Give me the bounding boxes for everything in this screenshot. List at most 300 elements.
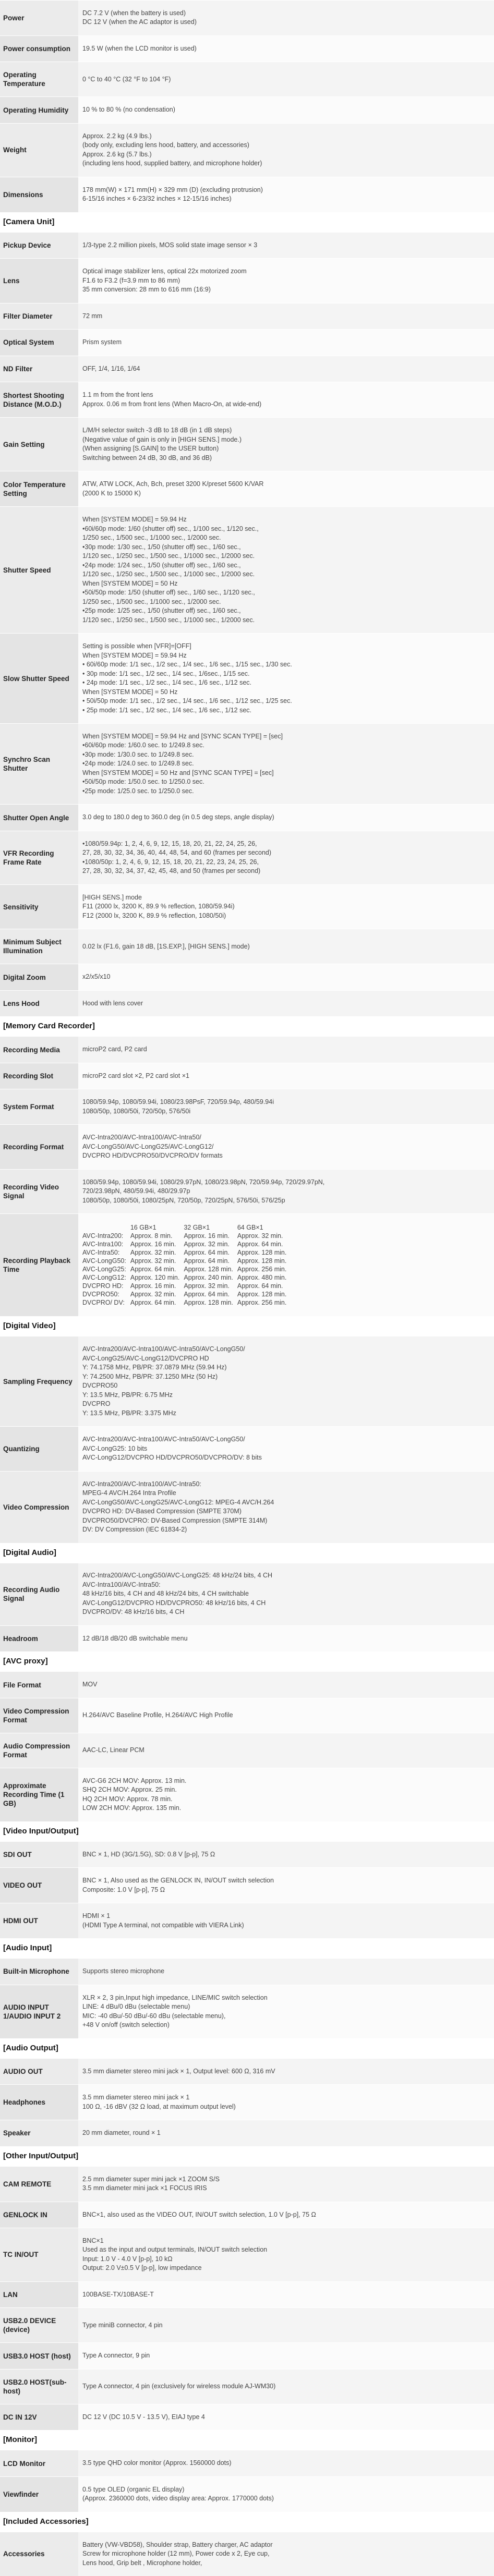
spec-value (78, 1336, 494, 1426)
spec-value-text: x2/x5/x10 (82, 973, 111, 981)
table-cell: AVC-Intra50: (82, 1249, 120, 1257)
spec-label: Power (0, 1, 78, 35)
spec-value (78, 805, 494, 830)
spec-label: Weight (0, 124, 78, 177)
spec-value (78, 418, 494, 471)
spec-section (0, 1316, 494, 1542)
spec-value-text: Approx. 2.2 kg (4.9 lbs.) (body only, excluding lens hood, battery, and accessories) Approx. 2.6 kg (5.7 lbs.) (including lens hood, supplied battery, and microphone holder) (82, 132, 262, 167)
spec-value-text: Setting is possible when [VFR]=[OFF] When [SYSTEM MODE] = 59.94 Hz • 60i/60p mode: 1/1 sec., 1/2 sec., 1/4 sec., 1/6 sec., 1/15 sec., 1/30 sec. • 30p mode: 1/1 sec., 1/2 sec., 1/4 sec., 1/6sec., 1/15 sec. • 24p mode: 1/1 sec., 1/2 sec., 1/4 sec., 1/6 sec., 1/12 sec. When [SYSTEM MODE] = 50 Hz • 50i/50p mode: 1/1 sec., 1/2 sec., 1/4 sec., 1/6 sec., 1/12 sec., 1/25 sec. • 25p mode: 1/1 sec., 1/2 sec., 1/4 sec., 1/6 sec., 1/12 sec. (82, 642, 292, 714)
table-row (82, 1265, 291, 1273)
spec-row (0, 35, 494, 62)
spec-value-text: 3.5 mm diameter stereo mini jack × 1, Output level: 600 Ω, 316 mV (82, 2067, 275, 2075)
spec-value-text: [HIGH SENS.] mode F11 (2000 lx, 3200 K, 89.9 % reflection, 1080/59.94i) F12 (2000 lx, 3200 K, 89.9 % reflection, 1080/50i) (82, 893, 235, 919)
spec-row (0, 1625, 494, 1651)
spec-label: Recording Slot (0, 1063, 78, 1089)
spec-value (78, 303, 494, 329)
table-cell: Approx. 128 min. (237, 1249, 287, 1257)
spec-value-text: When [SYSTEM MODE] = 59.94 Hz and [SYNC SCAN TYPE] = [sec] •60i/60p mode: 1/60.0 sec. to 1/249.8 sec. •30p mode: 1/30.0 sec. to 1/249.8 sec. •24p mode: 1/24.0 sec. to 1/249.8 sec. When [SYSTEM MODE] = 50 Hz and [SYNC SCAN TYPE] = [sec] •50i/50p mode: 1/50.0 sec. to 1/250.0 sec. •25p mode: 1/25.0 sec. to 1/250.0 sec. (82, 732, 283, 795)
spec-row (0, 258, 494, 302)
spec-value (78, 177, 494, 212)
spec-value (78, 885, 494, 929)
table-cell: Approx. 32 min. (130, 1249, 176, 1257)
spec-value (78, 1063, 494, 1089)
spec-label: Shutter Speed (0, 507, 78, 633)
spec-value-text: XLR × 2, 3 pin,Input high impedance, LINE/MIC switch selection LINE: 4 dBu/0 dBu (selectable menu) MIC: -40 dBu/-50 dBu/-60 dBu (selectable menu), +48 V on/off (switch selection) (82, 1994, 268, 2029)
spec-value-text: 1/3-type 2.2 million pixels, MOS solid state image sensor × 3 (82, 241, 258, 249)
spec-section (0, 0, 494, 212)
spec-value (78, 471, 494, 506)
spec-value (78, 62, 494, 96)
table-cell: Approx. 64 min. (184, 1257, 230, 1265)
spec-row (0, 2532, 494, 2576)
spec-label: VFR Recording Frame Rate (0, 831, 78, 884)
spec-row (0, 2166, 494, 2202)
spec-section (0, 2512, 494, 2576)
spec-value (78, 1903, 494, 1938)
spec-value-text: AVC-Intra200/AVC-Intra100/AVC-Intra50/AVC-LongG50/ AVC-LongG25: 10 bits AVC-LongG12/DVCPRO HD/DVCPRO50/DVCPRO/DV: 8 bits (82, 1436, 262, 1462)
spec-value (78, 2477, 494, 2512)
spec-value-text: BNC×1 Used as the input and output terminals, IN/OUT switch selection Input: 1.0 V - 4.0 V [p-p], 10 kΩ Output: 2.0 V±0.5 V [p-p], low impedance (82, 2237, 268, 2272)
table-row (82, 1232, 291, 1240)
table-row (82, 1273, 291, 1282)
spec-row (0, 2404, 494, 2430)
table-row (82, 1257, 291, 1265)
spec-value-text: 178 mm(W) × 171 mm(H) × 329 mm (D) (excluding protrusion) 6-15/16 inches × 6-23/32 inches × 12-15/16 inches) (82, 186, 263, 203)
spec-row (0, 1698, 494, 1733)
spec-section (0, 2430, 494, 2511)
table-row (82, 1240, 291, 1248)
table-cell: Approx. 128 min. (184, 1299, 233, 1307)
spec-row (0, 62, 494, 96)
spec-value-text: •1080/59.94p: 1, 2, 4, 6, 9, 12, 15, 18, 20, 21, 22, 24, 25, 26, 27, 28, 30, 32, 34, 36, 40, 44, 48, 54, and 60 (frames per second) •1080/50p: 1, 2, 4, 6, 9, 12, 15, 18, 20, 21, 22, 23, 24, 25, 26, 27, 28, 30, 32, 34, 37, 42, 45, 48, and 50 (frames per second) (82, 840, 272, 875)
spec-row (0, 2342, 494, 2368)
spec-row (0, 2120, 494, 2146)
spec-value-text: Type miniB connector, 4 pin (82, 2321, 163, 2329)
section-heading: [Audio Output] (0, 2038, 494, 2058)
spec-label: Recording Audio Signal (0, 1563, 78, 1625)
spec-row (0, 1903, 494, 1938)
spec-label: GENLOCK IN (0, 2202, 78, 2228)
spec-value-text: 2.5 mm diameter super mini jack ×1 ZOOM S/S 3.5 mm diameter mini jack ×1 FOCUS IRIS (82, 2175, 220, 2192)
spec-label: Lens (0, 259, 78, 302)
spec-value (78, 2228, 494, 2281)
section-heading: [Digital Audio] (0, 1543, 494, 1563)
spec-row (0, 2228, 494, 2281)
spec-row (0, 232, 494, 258)
spec-value (78, 1089, 494, 1124)
spec-label: Digital Zoom (0, 964, 78, 990)
spec-label: Slow Shutter Speed (0, 634, 78, 723)
spec-value (78, 2370, 494, 2404)
spec-value (78, 1698, 494, 1733)
table-row (82, 1282, 291, 1290)
section-heading: [Video Input/Output] (0, 1821, 494, 1841)
spec-value-text: Optical image stabilizer lens, optical 22x motorized zoom F1.6 to F3.2 (f=3.9 mm to 86 mm) 35 mm conversion: 28 mm to 616 mm (16:9) (82, 268, 247, 294)
spec-row (0, 471, 494, 506)
spec-value-text: 20 mm diameter, round × 1 (82, 2129, 161, 2137)
spec-value-text: AVC-Intra200/AVC-Intra100/AVC-Intra50: MPEG-4 AVC/H.264 Intra Profile AVC-LongG50/AVC-LongG25/AVC-LongG12: MPEG-4 AVC/H.264 DVCPRO HD: DV-Based Compression (SMPTE 370M) DVCPRO50/DVCPRO: DV-Based Compression (SMPTE 314M) DV: DV Compression (IEC 61834-2) (82, 1480, 274, 1534)
spec-label: Video Compression (0, 1472, 78, 1543)
spec-value (78, 929, 494, 964)
spec-value-text: BNC × 1, Also used as the GENLOCK IN, IN/OUT switch selection Composite: 1.0 V [p-p], 75 Ω (82, 1877, 274, 1893)
spec-value-text: L/M/H selector switch -3 dB to 18 dB (in 1 dB steps) (Negative value of gain is only in [HIGH SENS.] mode.) (When assigning [S.GAIN] to the USER button) Switching between 24 dB, 30 dB, and 36 dB) (82, 427, 242, 461)
spec-value (78, 1214, 494, 1316)
spec-row (0, 2058, 494, 2084)
spec-value-text: Hood with lens cover (82, 999, 143, 1007)
spec-row (0, 2369, 494, 2404)
spec-row (0, 1733, 494, 1768)
spec-value-text: AVC-Intra200/AVC-Intra100/AVC-Intra50/ AVC-LongG50/AVC-LongG25/AVC-LongG12/ DVCPRO HD/DVCPRO50/DVCPRO/DV formats (82, 1134, 223, 1160)
table-cell: Approx. 16 min. (130, 1282, 176, 1290)
spec-value (78, 2120, 494, 2146)
spec-value-text: AVC-G6 2CH MOV: Approx. 13 min. SHQ 2CH MOV: Approx. 25 min. HQ 2CH MOV: Approx. 78 min. LOW 2CH MOV: Approx. 135 min. (82, 1777, 187, 1812)
spec-label: Recording Playback Time (0, 1214, 78, 1316)
spec-label: Power consumption (0, 36, 78, 62)
table-header-cell: 16 GB×1 (130, 1224, 156, 1232)
spec-row (0, 1063, 494, 1089)
section-heading: [Memory Card Recorder] (0, 1016, 494, 1036)
spec-value-text: 3.5 type QHD color monitor (Approx. 1560000 dots) (82, 2459, 232, 2467)
spec-value-text: BNC × 1, HD (3G/1.5G), SD: 0.8 V [p-p], 75 Ω (82, 1850, 215, 1858)
spec-label: Synchro Scan Shutter (0, 724, 78, 804)
spec-row (0, 417, 494, 471)
section-heading: [Camera Unit] (0, 212, 494, 232)
spec-row (0, 382, 494, 417)
spec-value (78, 1842, 494, 1867)
spec-value (78, 2343, 494, 2368)
spec-value-text: BNC×1, also used as the VIDEO OUT, IN/OUT switch selection, 1.0 V [p-p], 75 Ω (82, 2210, 316, 2218)
spec-row (0, 831, 494, 884)
spec-label: Shortest Shooting Distance (M.O.D.) (0, 382, 78, 417)
spec-row (0, 2450, 494, 2476)
spec-value-text: 72 mm (82, 312, 103, 320)
spec-value (78, 2085, 494, 2120)
spec-label: Audio Compression Format (0, 1733, 78, 1768)
spec-value-text: Type A connector, 9 pin (82, 2352, 150, 2360)
spec-label: Color Temperature Setting (0, 471, 78, 506)
table-cell: Approx. 256 min. (237, 1266, 287, 1273)
spec-value-text: microP2 card, P2 card (82, 1046, 147, 1053)
spec-label: TC IN/OUT (0, 2228, 78, 2281)
spec-row (0, 884, 494, 929)
table-cell: Approx. 120 min. (130, 1274, 180, 1282)
spec-row (0, 929, 494, 964)
table-cell: Approx. 16 min. (184, 1232, 230, 1240)
spec-label: Dimensions (0, 177, 78, 212)
table-cell: Approx. 32 min. (130, 1291, 176, 1298)
spec-value (78, 1985, 494, 2038)
spec-value-text: DC 7.2 V (when the battery is used) DC 12 V (when the AC adaptor is used) (82, 9, 197, 26)
section-heading: [AVC proxy] (0, 1651, 494, 1671)
spec-row (0, 2084, 494, 2120)
spec-value (78, 507, 494, 633)
spec-label: HDMI OUT (0, 1903, 78, 1938)
spec-row (0, 1124, 494, 1169)
table-cell: Approx. 128 min. (237, 1257, 287, 1265)
playback-time-table (82, 1223, 291, 1307)
spec-label: Video Compression Format (0, 1698, 78, 1733)
table-cell: Approx. 256 min. (237, 1299, 287, 1307)
spec-row (0, 2202, 494, 2228)
spec-value (78, 2282, 494, 2307)
spec-row (0, 964, 494, 990)
table-cell: Approx. 64 min. (130, 1266, 176, 1273)
spec-row (0, 1563, 494, 1625)
spec-value-text: 3.5 mm diameter stereo mini jack × 1 100 Ω, -16 dBV (32 Ω load, at maximum output level) (82, 2094, 236, 2110)
spec-row (0, 356, 494, 382)
section-heading: [Other Input/Output] (0, 2146, 494, 2166)
spec-label: DC IN 12V (0, 2404, 78, 2430)
spec-section (0, 1543, 494, 1652)
spec-value (78, 724, 494, 804)
spec-label: AUDIO INPUT 1/AUDIO INPUT 2 (0, 1985, 78, 2038)
spec-value-text: Type A connector, 4 pin (exclusively for wireless module AJ-WM30) (82, 2383, 276, 2390)
table-cell: Approx. 128 min. (237, 1291, 287, 1298)
spec-label: Headphones (0, 2085, 78, 2120)
spec-value (78, 356, 494, 382)
spec-value-text: Supports stereo microphone (82, 1967, 165, 1975)
spec-row (0, 1426, 494, 1471)
spec-value-text: 0.5 type OLED (organic EL display) (Approx. 2360000 dots, video display area: Approx. 1770000 dots) (82, 2485, 274, 2502)
spec-row (0, 633, 494, 723)
spec-label: Accessories (0, 2532, 78, 2576)
table-cell: Approx. 128 min. (184, 1266, 233, 1273)
spec-row (0, 0, 494, 35)
spec-value-text: AVC-Intra200/AVC-Intra100/AVC-Intra50/AVC-LongG50/ AVC-LongG25/AVC-LongG12/DVCPRO HD Y: 74.1758 MHz, PB/PR: 37.0879 MHz (59.94 Hz) Y: 74.2500 MHz, PB/PR: 37.1250 MHz (50 Hz) DVCPRO50 Y: 13.5 MHz, PB/PR: 6.75 MHz DVCPRO Y: 13.5 MHz, PB/PR: 3.375 MHz (82, 1345, 245, 1417)
table-cell: AVC-Intra100: (82, 1241, 124, 1248)
spec-value-text: AVC-Intra200/AVC-LongG50/AVC-LongG25: 48 kHz/24 bits, 4 CH AVC-Intra100/AVC-Intra50: 48 kHz/16 bits, 4 CH and 48 kHz/24 bits, 4 CH switchable AVC-LongG12/DVCPRO HD/DVCPRO50: 48 kHz/16 bits, 4 CH DVCPRO/DV: 48 kHz/16 bits, 4 CH (82, 1572, 273, 1616)
spec-row (0, 2281, 494, 2307)
spec-row (0, 1213, 494, 1316)
spec-label: Approximate Recording Time (1 GB) (0, 1768, 78, 1821)
spec-label: LCD Monitor (0, 2450, 78, 2476)
spec-label: File Format (0, 1672, 78, 1697)
spec-value (78, 991, 494, 1016)
spec-value-text: HDMI × 1 (HDMI Type A terminal, not compatible with VIERA Link) (82, 1912, 244, 1929)
table-cell: Approx. 64 min. (237, 1282, 283, 1290)
spec-label: USB2.0 DEVICE (device) (0, 2308, 78, 2342)
spec-row (0, 329, 494, 355)
spec-value (78, 2059, 494, 2084)
spec-row (0, 303, 494, 329)
table-row (82, 1298, 291, 1307)
table-cell: Approx. 64 min. (237, 1241, 283, 1248)
section-heading: [Audio Input] (0, 1938, 494, 1958)
spec-label: Lens Hood (0, 991, 78, 1016)
spec-value (78, 1626, 494, 1651)
spec-value (78, 259, 494, 302)
spec-value (78, 964, 494, 990)
spec-row (0, 1985, 494, 2038)
spec-row (0, 723, 494, 804)
spec-row (0, 96, 494, 123)
spec-value-text: 1080/59.94p, 1080/59.94i, 1080/29.97pN, 1080/23.98pN, 720/59.94p, 720/29.97pN, 720/23.98pN, 480/59.94i, 480/29.97p 1080/50p, 1080/50i, 1080/25pN, 720/50p, 720/25pN, 576/50i, 576/25p (82, 1178, 325, 1204)
spec-label: Shutter Open Angle (0, 805, 78, 830)
table-cell: AVC-LongG50: (82, 1257, 126, 1265)
table-cell: Approx. 480 min. (237, 1274, 287, 1282)
spec-label: Operating Temperature (0, 62, 78, 96)
spec-value-text: 19.5 W (when the LCD monitor is used) (82, 44, 197, 52)
spec-value-text: DC 12 V (DC 10.5 V - 13.5 V), EIAJ type 4 (82, 2413, 205, 2421)
spec-label: Speaker (0, 2120, 78, 2146)
spec-label: Recording Video Signal (0, 1170, 78, 1213)
spec-label: Sensitivity (0, 885, 78, 929)
spec-value-text: Prism system (82, 338, 122, 346)
section-heading: [Monitor] (0, 2430, 494, 2450)
spec-value-text: 0 °C to 40 °C (32 °F to 104 °F) (82, 75, 171, 83)
spec-row (0, 1471, 494, 1543)
spec-value-text: 0.02 lx (F1.6, gain 18 dB, [1S.EXP.], [HIGH SENS.] mode) (82, 942, 250, 950)
spec-value (78, 1125, 494, 1169)
spec-row (0, 1867, 494, 1903)
spec-section (0, 1821, 494, 1938)
spec-label: Recording Format (0, 1125, 78, 1169)
table-header-cell (82, 1223, 130, 1232)
spec-label: Built-in Microphone (0, 1959, 78, 1984)
table-cell: Approx. 32 min. (184, 1241, 230, 1248)
spec-row (0, 2476, 494, 2512)
spec-label: AUDIO OUT (0, 2059, 78, 2084)
spec-value (78, 634, 494, 723)
spec-value-text: OFF, 1/4, 1/16, 1/64 (82, 364, 140, 372)
table-header-cell: 64 GB×1 (237, 1224, 263, 1232)
spec-value-text: ATW, ATW LOCK, Ach, Bch, preset 3200 K/preset 5600 K/VAR (2000 K to 15000 K) (82, 480, 264, 497)
table-header-row (82, 1223, 291, 1232)
spec-value (78, 2450, 494, 2476)
spec-value-text: 12 dB/18 dB/20 dB switchable menu (82, 1634, 188, 1642)
table-cell: Approx. 8 min. (130, 1232, 173, 1240)
spec-value (78, 97, 494, 123)
spec-row (0, 2307, 494, 2342)
spec-value (78, 2308, 494, 2342)
spec-row (0, 177, 494, 212)
spec-row (0, 1768, 494, 1821)
spec-label: Viewfinder (0, 2477, 78, 2512)
spec-label: ND Filter (0, 356, 78, 382)
spec-value-text: 1.1 m from the front lens Approx. 0.06 m from front lens (When Macro-On, at wide-end) (82, 391, 262, 408)
spec-label: System Format (0, 1089, 78, 1124)
spec-label: Sampling Frequency (0, 1336, 78, 1426)
spec-label: VIDEO OUT (0, 1868, 78, 1903)
spec-value-text: AAC-LC, Linear PCM (82, 1746, 144, 1754)
section-heading: [Included Accessories] (0, 2512, 494, 2532)
spec-value (78, 1170, 494, 1213)
spec-value-text: 1080/59.94p, 1080/59.94i, 1080/23.98PsF, 720/59.94p, 480/59.94i 1080/50p, 1080/50i, 720/50p, 576/50i (82, 1098, 274, 1115)
spec-value-text: Battery (VW-VBD58), Shoulder strap, Battery charger, AC adaptor Screw for microphone holder (12 mm), Power code x 2, Eye cup, Lens hood, Grip belt , Microphone holder, (82, 2541, 273, 2567)
spec-row (0, 804, 494, 830)
table-cell: Approx. 32 min. (237, 1232, 283, 1240)
spec-row (0, 123, 494, 177)
spec-value-text: When [SYSTEM MODE] = 59.94 Hz •60i/60p mode: 1/60 (shutter off) sec., 1/100 sec., 1/120 sec., 1/250 sec., 1/500 sec., 1/1000 sec., 1/2000 sec. •30p mode: 1/30 sec., 1/50 (shutter off) sec., 1/60 sec., 1/120 sec., 1/250 sec., 1/500 sec., 1/1000 sec., 1/2000 sec. •24p mode: 1/24 sec., 1/50 (shutter off) sec., 1/60 sec., 1/120 sec., 1/250 sec., 1/500 sec., 1/1000 sec., 1/2000 sec. When [SYSTEM MODE] = 50 Hz •50i/50p mode: 1/50 (shutter off) sec., 1/60 sec., 1/120 sec., 1/250 sec., 1/500 sec., 1/1000 sec., 1/2000 sec. •25p mode: 1/25 sec., 1/50 (shutter off) sec., 1/60 sec., 1/120 sec., 1/250 sec., 1/500 sec., 1/1000 sec., 1/2000 sec. (82, 516, 259, 624)
spec-row (0, 1169, 494, 1213)
spec-value-text: microP2 card slot ×2, P2 card slot ×1 (82, 1072, 189, 1079)
spec-label: USB3.0 HOST (host) (0, 2343, 78, 2368)
spec-label: SDI OUT (0, 1842, 78, 1867)
spec-value (78, 1427, 494, 1471)
spec-row (0, 990, 494, 1016)
spec-value (78, 124, 494, 177)
table-cell: Approx. 32 min. (130, 1257, 176, 1265)
spec-value-text: MOV (82, 1681, 98, 1688)
spec-row (0, 1841, 494, 1867)
spec-section (0, 212, 494, 1016)
spec-value (78, 1672, 494, 1697)
spec-label: Recording Media (0, 1037, 78, 1062)
table-cell: DVCPRO HD: (82, 1282, 124, 1290)
table-cell: Approx. 16 min. (130, 1241, 176, 1248)
table-cell: DVCPRO/ DV: (82, 1299, 125, 1307)
spec-label: USB2.0 HOST(sub-host) (0, 2370, 78, 2404)
table-header-cell: 32 GB×1 (184, 1224, 210, 1232)
spec-value (78, 1563, 494, 1625)
spec-label: Gain Setting (0, 418, 78, 471)
spec-value-text: 100BASE-TX/10BASE-T (82, 2290, 154, 2298)
table-cell: Approx. 64 min. (130, 1299, 176, 1307)
table-cell: DVCPRO50: (82, 1291, 119, 1298)
spec-label: LAN (0, 2282, 78, 2307)
section-heading: [Digital Video] (0, 1316, 494, 1336)
spec-row (0, 506, 494, 633)
spec-value (78, 233, 494, 258)
spec-value (78, 382, 494, 417)
spec-label: Operating Humidity (0, 97, 78, 123)
spec-label: Quantizing (0, 1427, 78, 1471)
table-cell: AVC-LongG12: (82, 1274, 126, 1282)
spec-label: Headroom (0, 1626, 78, 1651)
table-cell: Approx. 64 min. (184, 1249, 230, 1257)
spec-value (78, 1733, 494, 1768)
spec-section (0, 2146, 494, 2431)
spec-section (0, 1938, 494, 2038)
spec-label: Filter Diameter (0, 303, 78, 329)
spec-row (0, 1671, 494, 1697)
spec-value (78, 2532, 494, 2576)
spec-value (78, 1, 494, 35)
spec-row (0, 1036, 494, 1062)
spec-value (78, 1959, 494, 1984)
spec-value (78, 1037, 494, 1062)
spec-value-text: 3.0 deg to 180.0 deg to 360.0 deg (in 0.5 deg steps, angle display) (82, 813, 274, 821)
table-cell: AVC-Intra200: (82, 1232, 124, 1240)
spec-value (78, 36, 494, 62)
spec-value (78, 1868, 494, 1903)
spec-value (78, 1768, 494, 1821)
table-cell: AVC-LongG25: (82, 1266, 126, 1273)
spec-row (0, 1336, 494, 1426)
spec-section (0, 1651, 494, 1821)
spec-label: CAM REMOTE (0, 2167, 78, 2202)
spec-row (0, 1958, 494, 1984)
spec-value (78, 831, 494, 884)
spec-value (78, 330, 494, 355)
spec-value-text: H.264/AVC Baseline Profile, H.264/AVC High Profile (82, 1711, 233, 1719)
spec-section (0, 2038, 494, 2146)
spec-row (0, 1089, 494, 1124)
table-cell: Approx. 64 min. (184, 1291, 230, 1298)
spec-value (78, 2167, 494, 2202)
spec-value (78, 1472, 494, 1543)
table-row (82, 1248, 291, 1257)
spec-label: Pickup Device (0, 233, 78, 258)
table-cell: Approx. 32 min. (184, 1282, 230, 1290)
table-cell: Approx. 240 min. (184, 1274, 233, 1282)
spec-label: Minimum Subject Illumination (0, 929, 78, 964)
table-row (82, 1290, 291, 1298)
spec-value (78, 2202, 494, 2228)
spec-label: Optical System (0, 330, 78, 355)
spec-value-text: 10 % to 80 % (no condensation) (82, 106, 175, 114)
spec-value (78, 2404, 494, 2430)
